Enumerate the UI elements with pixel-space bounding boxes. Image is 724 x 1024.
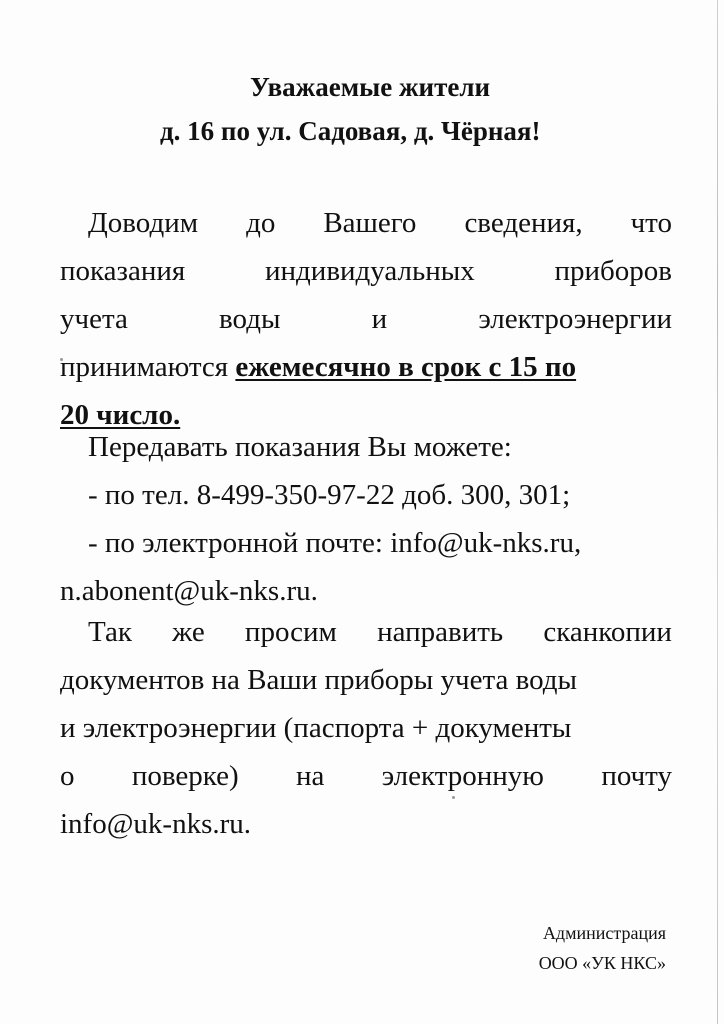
word: на bbox=[296, 760, 325, 792]
paragraph-3-line-4 bbox=[60, 752, 672, 800]
heading-line-2: д. 16 по ул. Садовая, д. Чёрная! bbox=[160, 116, 541, 146]
word: учета bbox=[60, 303, 128, 335]
paragraph-1-line-3 bbox=[60, 295, 672, 343]
paragraph-3-line-1 bbox=[60, 608, 672, 656]
word: приборов bbox=[554, 255, 672, 287]
email-line: - по электронной почте: info@uk-nks.ru, bbox=[88, 527, 582, 559]
word: до bbox=[246, 207, 276, 239]
paragraph-1-line-2 bbox=[60, 247, 672, 295]
word: Так bbox=[88, 616, 132, 648]
word: Вашего bbox=[323, 207, 417, 239]
word: и bbox=[371, 303, 388, 335]
word: электронную bbox=[381, 760, 544, 792]
word: просим bbox=[244, 616, 337, 648]
scan-edge bbox=[717, 0, 718, 1024]
word: что bbox=[630, 207, 672, 239]
deadline-text-end: 20 число. bbox=[60, 399, 181, 431]
word: индивидуальных bbox=[265, 255, 475, 287]
word: электроэнергии bbox=[478, 303, 672, 335]
word: сканкопии bbox=[543, 616, 672, 648]
email-line-2: n.abonent@uk-nks.ru. bbox=[60, 575, 318, 607]
paragraph-1-line-4 bbox=[60, 343, 672, 391]
word: воды bbox=[219, 303, 281, 335]
signature-line-2: ООО «УК НКС» bbox=[538, 953, 666, 973]
word: о bbox=[60, 760, 75, 792]
paragraph-3 bbox=[60, 608, 672, 848]
paragraph-3-line-3: и электроэнергии (паспорта + документы bbox=[60, 712, 572, 744]
word: показания bbox=[60, 255, 186, 287]
word: поверке) bbox=[131, 760, 239, 792]
paragraph-3-line-5: info@uk-nks.ru. bbox=[60, 808, 252, 840]
heading-line-1: Уважаемые жители bbox=[250, 72, 491, 102]
submit-intro: Передавать показания Вы можете: bbox=[88, 431, 512, 463]
deadline-text: ежемесячно в срок с 15 по bbox=[235, 351, 577, 383]
word: Доводим bbox=[88, 207, 199, 239]
paragraph-1 bbox=[60, 199, 672, 439]
signature-line-1: Администрация bbox=[542, 923, 666, 943]
word: сведения, bbox=[464, 207, 583, 239]
word: же bbox=[172, 616, 205, 648]
paragraph-1-line-1 bbox=[60, 199, 672, 247]
word: почту bbox=[601, 760, 672, 792]
word: направить bbox=[377, 616, 504, 648]
paragraph-2 bbox=[60, 423, 672, 615]
paragraph-3-line-2: документов на Ваши приборы учета воды bbox=[60, 664, 578, 696]
plain-text: принимаются bbox=[60, 351, 236, 383]
phone-line: - по тел. 8-499-350-97-22 доб. 300, 301; bbox=[88, 479, 571, 511]
